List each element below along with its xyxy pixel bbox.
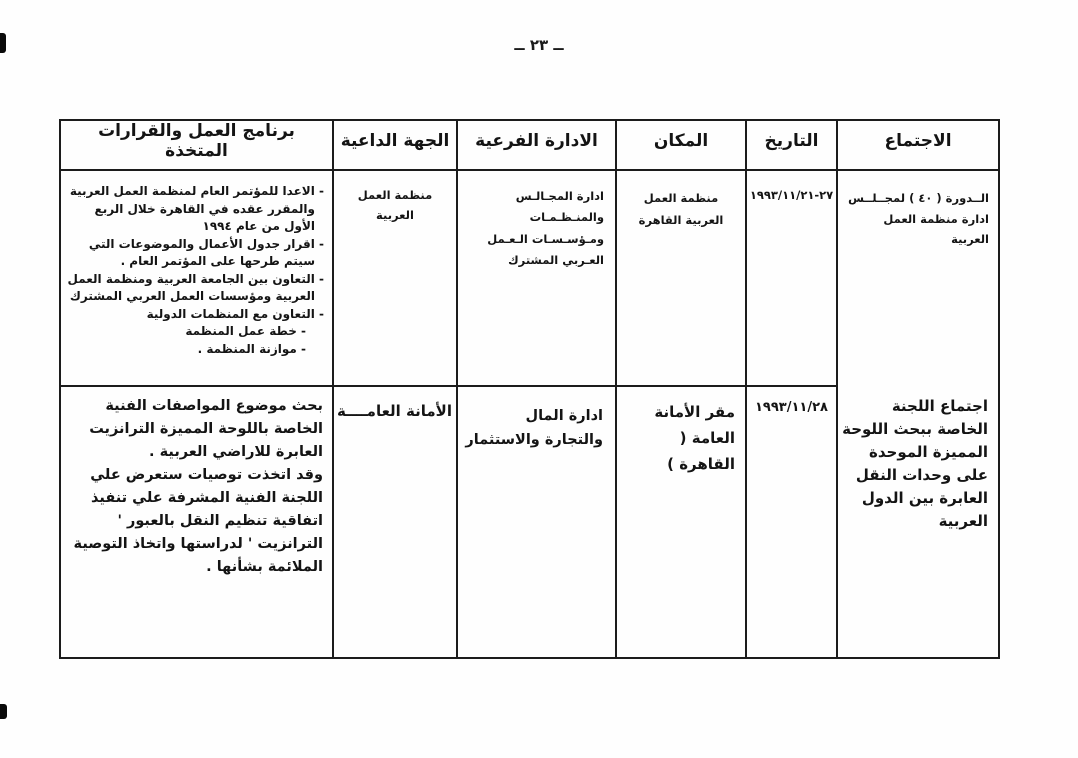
- column-header-meeting: الاجتماع: [836, 121, 998, 171]
- program-item: - الاعدا للمؤتمر العام لمنظمة العمل العربية والمقرر عقده في القاهرة خلال الربع الأول من عام ١٩٩٤: [69, 184, 324, 233]
- column-header-inviting: الجهة الداعية: [332, 121, 456, 171]
- row2-sub-admin-cell: ادارة المال والتجارة والاستثمار: [456, 387, 615, 657]
- row1-date-cell: [745, 171, 836, 387]
- row2-inviting-cell: الأمانة العامــــة: [332, 387, 456, 657]
- program-paragraph: وقد اتخذت توصيات ستعرض علي اللجنة الفنية المشرفة علي تنفيذ اتفاقية تنظيم النقل بالعبور ' الترانزيت ' لدراستها واتخاذ التوصية الملائمة بشأنها .: [73, 467, 323, 575]
- column-header-program: برنامج العمل والقرارات المتخذة: [61, 121, 332, 171]
- page-number: ــ ٢٣ ــ: [514, 36, 564, 54]
- program-item: - التعاون مع المنظمات الدولية: [146, 306, 324, 321]
- row1-meeting-cell: الــدورة ( ٤٠ ) لمجــلــس ادارة منظمة العمل العربية: [836, 171, 998, 387]
- program-item: - التعاون بين الجامعة العربية ومنظمة العمل العربية ومؤسسات العمل العربي المشترك: [67, 271, 324, 303]
- row1-sub-admin-cell: ادارة المجـالـس والمنـظـمـات ومـؤسـسـات الـعـمل العـربي المشترك: [456, 171, 615, 387]
- scan-artifact-bottom: [0, 704, 7, 719]
- row1-location-cell: منظمة العمل العربية القاهرة: [615, 171, 745, 387]
- scan-artifact-top: [0, 33, 6, 53]
- row1-inviting-cell: منظمة العمل العربية: [332, 171, 456, 387]
- program-item: - خطة عمل المنظمة: [185, 324, 306, 338]
- program-paragraph: بحث موضوع المواصفات الفنية الخاصة باللوحة المميزة الترانزيت العابرة للاراضي العربية .: [89, 398, 323, 460]
- column-header-location: المكان: [615, 121, 745, 171]
- program-item: - موازنة المنظمة .: [197, 341, 306, 356]
- meetings-table: [59, 119, 1000, 659]
- program-item: - اقرار جدول الأعمال والموضوعات التي سيتم طرحها على المؤتمر العام .: [88, 236, 324, 268]
- row2-program-cell: [61, 387, 332, 657]
- row2-date-value: ١٩٩٣/١١/٢٨: [755, 400, 828, 415]
- row2-location-cell: مقر الأمانة العامة ( القاهرة ): [615, 387, 745, 657]
- column-header-sub-admin: الادارة الفرعية: [456, 121, 615, 171]
- column-header-date: التاريخ: [745, 121, 836, 171]
- row1-date-value: ١٩٩٣/١١/٢١-٢٧: [749, 188, 834, 202]
- row1-program-cell: [61, 171, 332, 387]
- row2-date-cell: [745, 387, 836, 657]
- row2-meeting-cell: اجتماع اللجنة الخاصة ببحث اللوحة المميزة الموحدة على وحدات النقل العابرة بين الدول العربية: [836, 387, 998, 657]
